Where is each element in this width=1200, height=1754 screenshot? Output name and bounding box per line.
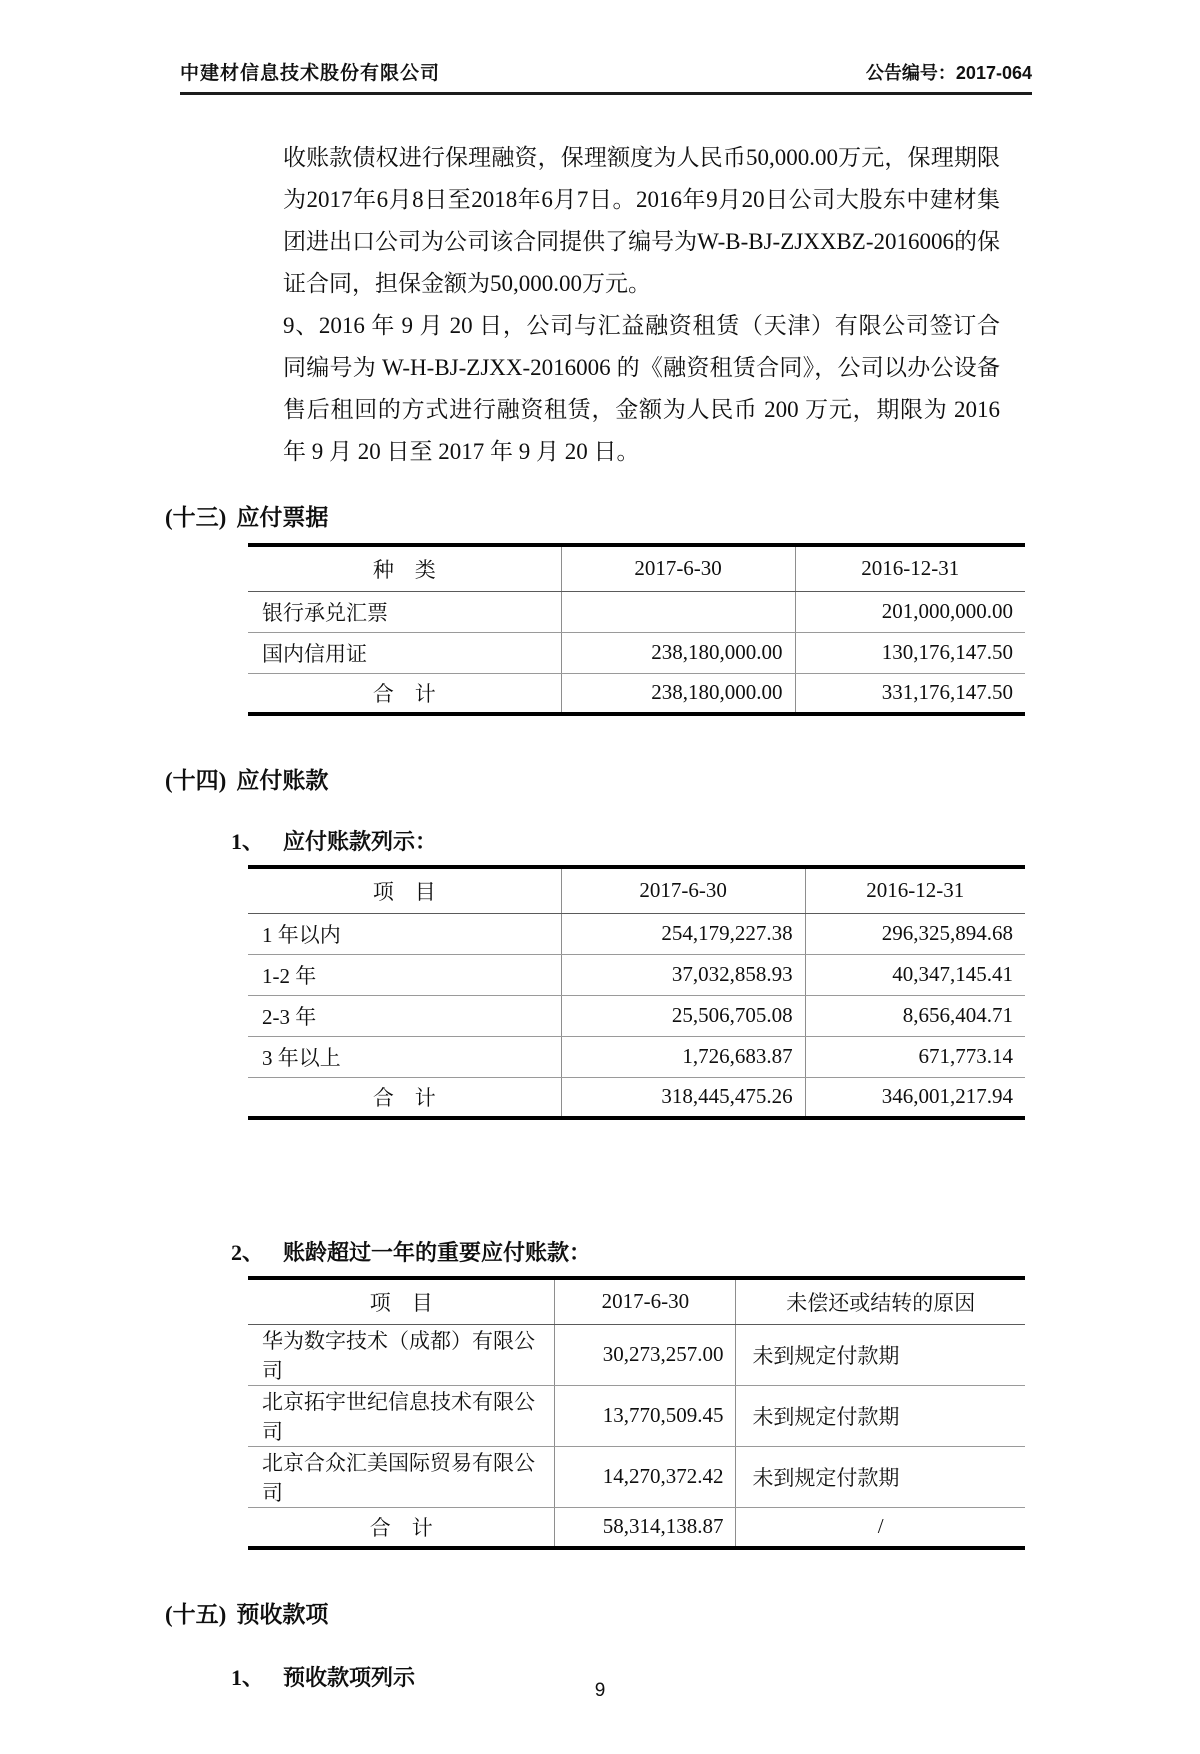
- table-total-row: [248, 1507, 1025, 1548]
- subsection-14-1-title: 应付账款列示：: [283, 829, 438, 854]
- company-name: 中建材信息技术股份有限公司: [180, 63, 441, 84]
- column-header-item: 项 目: [248, 867, 561, 913]
- creditor-name: 北京拓宇世纪信息技术有限公司: [248, 1385, 555, 1446]
- subsection-14-2-number: 2、: [231, 1240, 265, 1265]
- amount-2016: 296,325,894.68: [805, 913, 1025, 954]
- section-13-title: 应付票据: [236, 505, 329, 530]
- amount-2017: 238,180,000.00: [561, 632, 795, 673]
- important-accounts-payable-table: [248, 1276, 1025, 1550]
- table-row: [248, 1385, 1025, 1446]
- subsection-15-1-number: 1、: [231, 1665, 265, 1690]
- total-2017: 58,314,138.87: [555, 1507, 736, 1548]
- unpaid-reason: 未到规定付款期: [736, 1324, 1025, 1385]
- total-2017: 238,180,000.00: [561, 673, 795, 714]
- table-row: [248, 913, 1025, 954]
- table-row: [248, 632, 1025, 673]
- amount-2016: 671,773.14: [805, 1036, 1025, 1077]
- table-row: [248, 1036, 1025, 1077]
- section-15-heading: [165, 1596, 1200, 1629]
- column-header-2017: 2017-6-30: [561, 545, 795, 591]
- table-total-row: [248, 673, 1025, 714]
- total-reason: /: [736, 1507, 1025, 1548]
- unpaid-reason: 未到规定付款期: [736, 1446, 1025, 1507]
- table-header-row: [248, 867, 1025, 913]
- paragraph-factoring: 收账款债权进行保理融资，保理额度为人民币50,000.00万元，保理期限为2017年6月8日至2018年6月7日。2016年9月20日公司大股东中建材集团进出口公司为公司该合同提供了编号为W-B-BJ-ZJXXBZ-2016006的保证合同，担保金额为50,000.00万元。: [283, 145, 1000, 296]
- notes-payable-table: [248, 543, 1025, 716]
- table-row: [248, 1446, 1025, 1507]
- section-15-title: 预收款项: [236, 1602, 329, 1627]
- page-number: 9: [594, 1680, 606, 1701]
- subsection-14-1-number: 1、: [231, 829, 265, 854]
- section-13-label: (十三): [165, 505, 227, 530]
- total-label: 合 计: [372, 681, 436, 706]
- subsection-14-1-heading: [231, 825, 1200, 856]
- row-label: 1 年以内: [248, 913, 561, 954]
- table-total-row: [248, 1077, 1025, 1118]
- announcement-number: 公告编号：2017-064: [865, 63, 1032, 83]
- unpaid-reason: 未到规定付款期: [736, 1385, 1025, 1446]
- table-row: [248, 591, 1025, 632]
- total-label: 合 计: [372, 1085, 436, 1110]
- row-label: 3 年以上: [248, 1036, 561, 1077]
- amount-2017: [561, 591, 795, 632]
- column-header-item: 项 目: [248, 1278, 555, 1324]
- column-header-reason: 未偿还或结转的原因: [736, 1278, 1025, 1324]
- total-label: 合 计: [369, 1515, 433, 1540]
- section-14-title: 应付账款: [236, 768, 329, 793]
- table-row: [248, 1324, 1025, 1385]
- amount-2017: 13,770,509.45: [555, 1385, 736, 1446]
- subsection-14-2-heading: [231, 1236, 1200, 1267]
- row-label: 国内信用证: [248, 632, 561, 673]
- table-row: [248, 995, 1025, 1036]
- amount-2016: 201,000,000.00: [795, 591, 1025, 632]
- creditor-name: 华为数字技术（成都）有限公司: [248, 1324, 555, 1385]
- accounts-payable-aging-table: [248, 865, 1025, 1120]
- amount-2017: 37,032,858.93: [561, 954, 805, 995]
- page-header: [180, 58, 1032, 95]
- amount-2016: 40,347,145.41: [805, 954, 1025, 995]
- section-14-heading: [165, 762, 1200, 795]
- total-2016: 346,001,217.94: [805, 1077, 1025, 1118]
- section-15-label: (十五): [165, 1602, 227, 1627]
- total-2016: 331,176,147.50: [795, 673, 1025, 714]
- subsection-14-2-title: 账龄超过一年的重要应付账款：: [283, 1240, 592, 1265]
- section-14-label: (十四): [165, 768, 227, 793]
- creditor-name: 北京合众汇美国际贸易有限公司: [248, 1446, 555, 1507]
- paragraph-finance-lease: 9、2016 年 9 月 20 日，公司与汇益融资租赁（天津）有限公司签订合同编号为 W-H-BJ-ZJXX-2016006 的《融资租赁合同》，公司以办公设备售后租回的方式进行融资租赁，金额为人民币 200 万元，期限为 2016 年 9 月 20 日至 2017 年 9 月 20 日。: [283, 313, 1000, 464]
- table-header-row: [248, 1278, 1025, 1324]
- row-label: 2-3 年: [248, 995, 561, 1036]
- subsection-15-1-title: 预收款项列示: [283, 1665, 416, 1690]
- column-header-type: 种 类: [248, 545, 561, 591]
- total-2017: 318,445,475.26: [561, 1077, 805, 1118]
- table-row: [248, 954, 1025, 995]
- column-header-2017: 2017-6-30: [561, 867, 805, 913]
- body-paragraphs: [283, 137, 1000, 473]
- amount-2016: 8,656,404.71: [805, 995, 1025, 1036]
- amount-2017: 1,726,683.87: [561, 1036, 805, 1077]
- row-label: 银行承兑汇票: [248, 591, 561, 632]
- column-header-2016: 2016-12-31: [795, 545, 1025, 591]
- column-header-2016: 2016-12-31: [805, 867, 1025, 913]
- section-13-heading: [165, 499, 1200, 532]
- table-header-row: [248, 545, 1025, 591]
- amount-2017: 25,506,705.08: [561, 995, 805, 1036]
- column-header-2017: 2017-6-30: [555, 1278, 736, 1324]
- amount-2017: 30,273,257.00: [555, 1324, 736, 1385]
- amount-2016: 130,176,147.50: [795, 632, 1025, 673]
- amount-2017: 254,179,227.38: [561, 913, 805, 954]
- row-label: 1-2 年: [248, 954, 561, 995]
- amount-2017: 14,270,372.42: [555, 1446, 736, 1507]
